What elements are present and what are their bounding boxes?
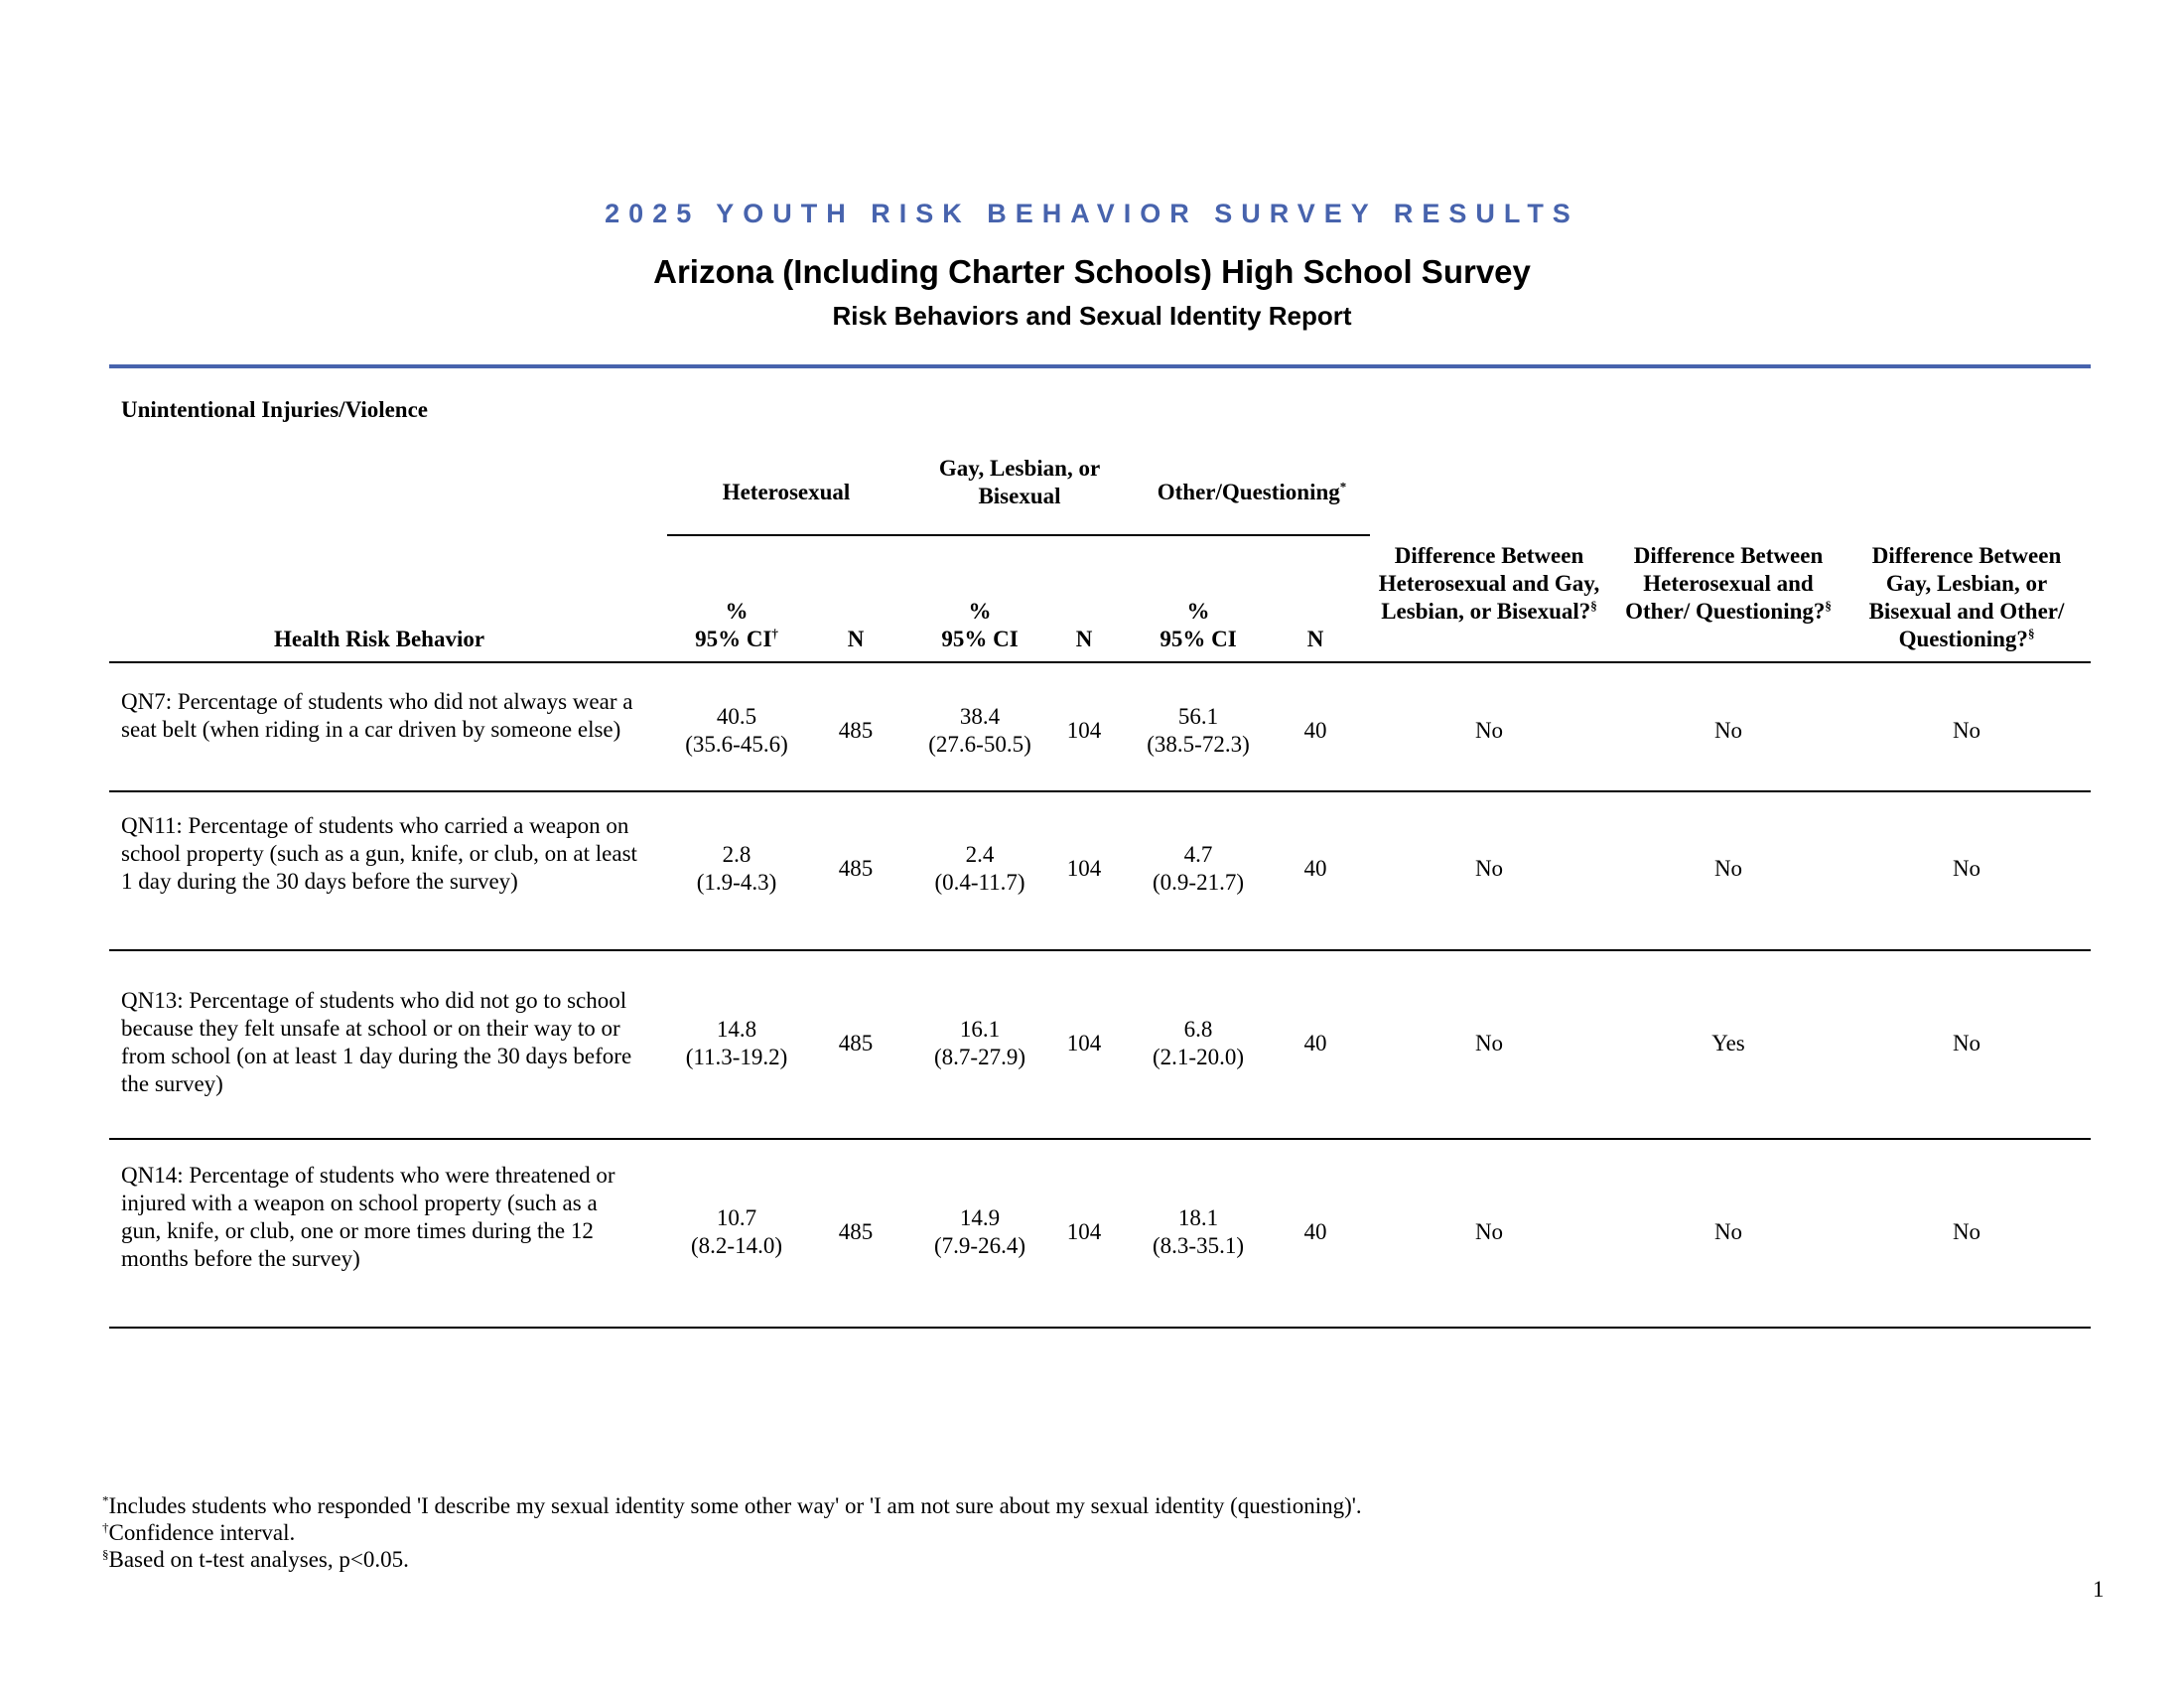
group-header-other-label: Other/Questioning	[1157, 480, 1340, 504]
row-glb-pct: 38.4	[959, 704, 1001, 729]
row-behavior: QN14: Percentage of students who were threatened or injured with a weapon on school property (such as a gun, knife, or club, one or more times during the 12 months before the survey)	[121, 1163, 615, 1271]
row-oth-pct: 18.1	[1177, 1205, 1219, 1230]
dagger-mark: †	[771, 626, 778, 641]
row-het-n: 485	[838, 1031, 874, 1055]
footnote-other-questioning	[102, 1492, 1362, 1519]
row-divider	[109, 949, 2091, 951]
col-header-het-pct	[667, 598, 806, 653]
row-diff-het-glb: No	[1474, 718, 1504, 743]
row-oth-ci: (0.9-21.7)	[1153, 870, 1244, 895]
row-oth-pct: 6.8	[1183, 1017, 1213, 1042]
section-mark: §	[102, 1546, 109, 1562]
group-header-other	[1134, 479, 1370, 506]
row-oth-value	[1124, 1204, 1273, 1260]
col-header-glb-n: N	[1075, 627, 1093, 651]
row-het-value	[667, 703, 806, 759]
col-header-het-ci-label: 95% CI	[695, 627, 772, 651]
row-oth-value	[1124, 841, 1273, 897]
row-oth-pct: 56.1	[1177, 704, 1219, 729]
row-glb-pct: 16.1	[959, 1017, 1001, 1042]
row-glb-n: 104	[1066, 718, 1102, 743]
footnote-confidence-interval	[102, 1519, 1362, 1546]
col-header-het-pct-symbol: %	[725, 599, 749, 624]
row-het-value	[667, 1204, 806, 1260]
col-header-het-n: N	[847, 627, 865, 651]
footnotes	[102, 1492, 1362, 1573]
section-mark: §	[1825, 598, 1832, 614]
footnote-text: Includes students who responded 'I describe my sexual identity some other way' or 'I am not sure about my sexual identity (questioning)'.	[108, 1493, 1362, 1518]
row-oth-n: 40	[1303, 1031, 1327, 1055]
col-header-oth-pct	[1124, 598, 1273, 653]
col-header-diff-het-glb-label: Difference Between Heterosexual and Gay, Lesbian, or Bisexual?	[1378, 543, 1600, 624]
row-diff-het-oth: No	[1713, 1219, 1743, 1244]
row-het-ci: (1.9-4.3)	[696, 870, 777, 895]
row-oth-n: 40	[1303, 1219, 1327, 1244]
row-het-value	[667, 1016, 806, 1071]
col-header-glb-pct	[905, 598, 1054, 653]
row-het-pct: 14.8	[716, 1017, 757, 1042]
asterisk-mark: *	[102, 1492, 109, 1508]
row-diff-het-glb: No	[1474, 1219, 1504, 1244]
row-glb-ci: (7.9-26.4)	[934, 1233, 1025, 1258]
asterisk-mark: *	[1339, 479, 1347, 494]
row-het-n: 485	[838, 718, 874, 743]
row-oth-ci: (38.5-72.3)	[1147, 732, 1250, 757]
report-title: Arizona (Including Charter Schools) High School Survey	[653, 253, 1531, 290]
row-glb-value	[905, 841, 1054, 897]
row-diff-glb-oth: No	[1952, 1219, 1981, 1244]
row-het-pct: 2.8	[722, 842, 751, 867]
footnote-text: Confidence interval.	[108, 1520, 296, 1545]
page-number: 1	[2093, 1577, 2105, 1602]
row-diff-glb-oth: No	[1952, 856, 1981, 881]
row-oth-n: 40	[1303, 856, 1327, 881]
row-glb-n: 104	[1066, 1031, 1102, 1055]
row-het-pct: 40.5	[716, 704, 757, 729]
header-divider	[109, 364, 2091, 368]
row-het-ci: (8.2-14.0)	[691, 1233, 782, 1258]
row-glb-pct: 14.9	[959, 1205, 1001, 1230]
row-divider	[109, 1138, 2091, 1140]
row-behavior: QN11: Percentage of students who carried a weapon on school property (such as a gun, knife, or club, on at least 1 day during the 30 days before the survey)	[121, 813, 637, 894]
group-header-glb: Gay, Lesbian, or Bisexual	[938, 456, 1101, 508]
row-diff-glb-oth: No	[1952, 1031, 1981, 1055]
row-glb-ci: (0.4-11.7)	[934, 870, 1025, 895]
section-mark: §	[2027, 626, 2035, 641]
col-header-oth-ci: 95% CI	[1160, 627, 1237, 651]
footnote-t-test	[102, 1546, 1362, 1573]
row-het-n: 485	[838, 1219, 874, 1244]
row-glb-ci: (8.7-27.9)	[934, 1045, 1025, 1069]
row-glb-n: 104	[1066, 856, 1102, 881]
row-divider	[109, 790, 2091, 792]
row-behavior: QN13: Percentage of students who did not go to school because they felt unsafe at school or on their way to or from school (on at least 1 day during the 30 days before the survey)	[121, 988, 632, 1096]
section-title: Unintentional Injuries/Violence	[121, 397, 429, 422]
col-header-het-ci	[667, 626, 806, 653]
header-bottom-rule	[109, 661, 2091, 663]
row-diff-het-oth: No	[1713, 718, 1743, 743]
col-header-diff-glb-oth-label: Difference Between Gay, Lesbian, or Bisexual and Other/ Questioning?	[1868, 543, 2065, 651]
row-oth-value	[1124, 1016, 1273, 1071]
row-glb-n: 104	[1066, 1219, 1102, 1244]
row-oth-n: 40	[1303, 718, 1327, 743]
row-oth-ci: (8.3-35.1)	[1153, 1233, 1244, 1258]
row-het-pct: 10.7	[716, 1205, 757, 1230]
col-header-diff-het-oth	[1614, 542, 1843, 626]
col-header-oth-pct-symbol: %	[1186, 599, 1210, 624]
col-header-diff-glb-oth	[1852, 542, 2081, 653]
row-glb-value	[905, 703, 1054, 759]
row-glb-value	[905, 1204, 1054, 1260]
footnote-text: Based on t-test analyses, p<0.05.	[108, 1547, 409, 1572]
row-glb-value	[905, 1016, 1054, 1071]
col-header-glb-pct-symbol: %	[968, 599, 992, 624]
row-het-value	[667, 841, 806, 897]
report-kicker: 2025 YOUTH RISK BEHAVIOR SURVEY RESULTS	[605, 199, 1579, 228]
col-header-glb-ci: 95% CI	[941, 627, 1019, 651]
row-diff-het-glb: No	[1474, 856, 1504, 881]
row-diff-het-oth: Yes	[1711, 1031, 1745, 1055]
row-oth-value	[1124, 703, 1273, 759]
section-mark: §	[1590, 598, 1597, 614]
row-diff-glb-oth: No	[1952, 718, 1981, 743]
group-header-rule	[667, 534, 1370, 536]
row-behavior: QN7: Percentage of students who did not always wear a seat belt (when riding in a car driven by someone else)	[121, 689, 633, 742]
table-bottom-rule	[109, 1327, 2091, 1329]
row-het-ci: (35.6-45.6)	[685, 732, 788, 757]
group-header-heterosexual: Heterosexual	[722, 480, 851, 504]
row-het-ci: (11.3-19.2)	[685, 1045, 788, 1069]
row-diff-het-oth: No	[1713, 856, 1743, 881]
col-header-behavior: Health Risk Behavior	[273, 627, 485, 651]
row-oth-pct: 4.7	[1183, 842, 1213, 867]
row-diff-het-glb: No	[1474, 1031, 1504, 1055]
row-oth-ci: (2.1-20.0)	[1153, 1045, 1244, 1069]
col-header-diff-het-oth-label: Difference Between Heterosexual and Other/ Questioning?	[1625, 543, 1826, 624]
dagger-mark: †	[102, 1519, 109, 1535]
report-subtitle: Risk Behaviors and Sexual Identity Report	[832, 301, 1352, 331]
row-glb-pct: 2.4	[965, 842, 995, 867]
col-header-diff-het-glb	[1375, 542, 1603, 626]
row-het-n: 485	[838, 856, 874, 881]
row-glb-ci: (27.6-50.5)	[928, 732, 1031, 757]
col-header-oth-n: N	[1306, 627, 1324, 651]
